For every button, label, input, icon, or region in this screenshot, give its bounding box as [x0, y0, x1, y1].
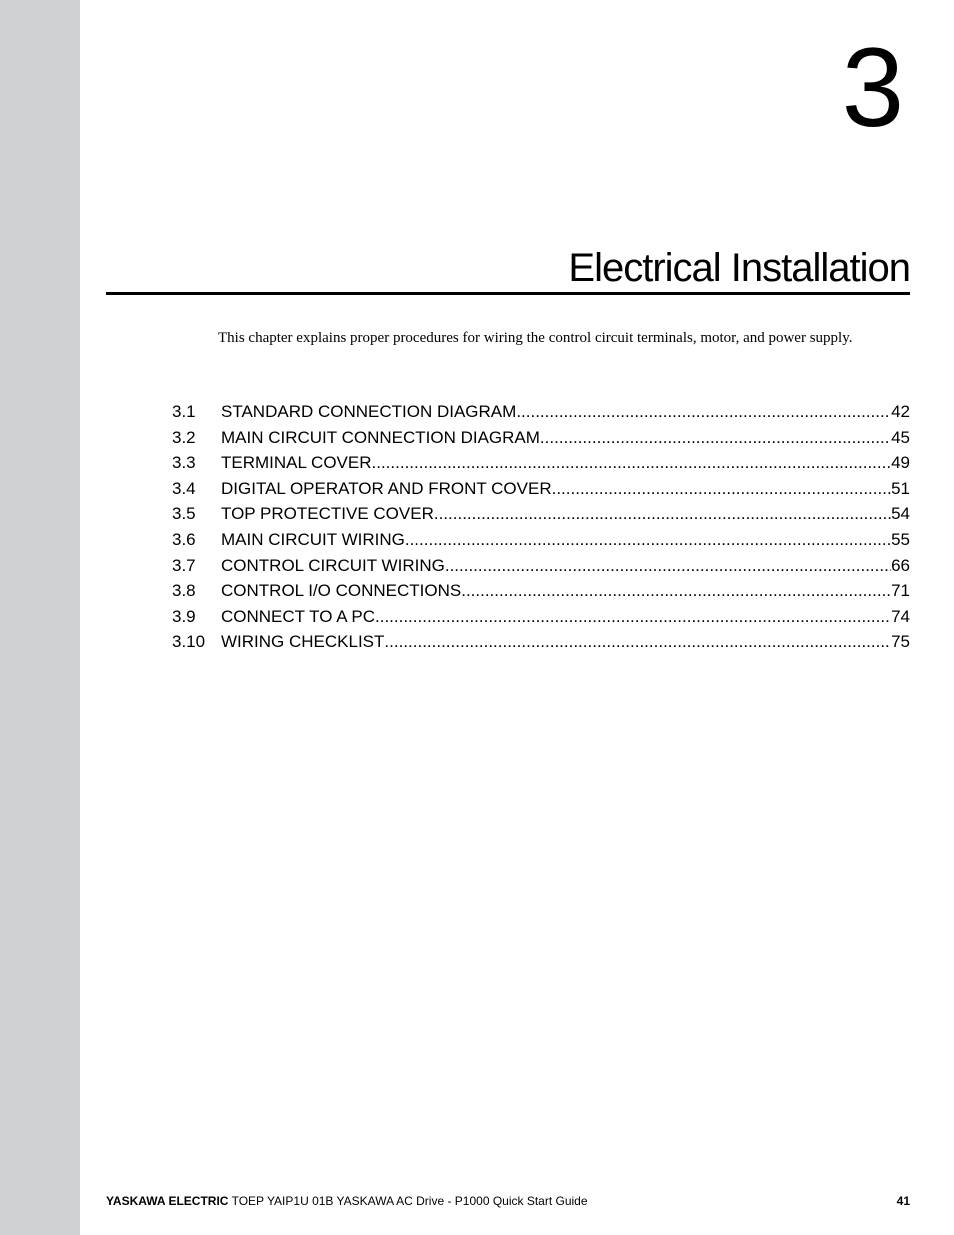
toc-leader: [384, 629, 891, 655]
chapter-intro: This chapter explains proper procedures for wiring the control circuit terminals, motor, and power supply.: [218, 330, 853, 346]
toc-page[interactable]: 51: [891, 478, 910, 498]
toc-number: 3.8: [172, 581, 196, 601]
toc-title[interactable]: TOP PROTECTIVE COVER: [221, 504, 434, 524]
toc-page[interactable]: 74: [891, 606, 910, 626]
toc-leader: [372, 450, 892, 476]
toc-title[interactable]: TERMINAL COVER: [221, 453, 372, 473]
toc-leader: [405, 527, 891, 553]
toc-number: 3.3: [172, 453, 196, 473]
toc-number: 3.6: [172, 529, 196, 549]
toc-number: 3.7: [172, 555, 196, 575]
toc-title[interactable]: STANDARD CONNECTION DIAGRAM: [221, 402, 517, 421]
toc-title[interactable]: MAIN CIRCUIT CONNECTION DIAGRAM: [221, 427, 540, 447]
toc-page[interactable]: 42: [891, 402, 910, 421]
toc-title[interactable]: CONTROL I/O CONNECTIONS: [221, 581, 462, 601]
toc-title[interactable]: CONNECT TO A PC: [221, 606, 375, 626]
toc-page[interactable]: 49: [891, 453, 910, 473]
toc-title[interactable]: WIRING CHECKLIST: [221, 632, 385, 652]
toc-entry-3-6[interactable]: [172, 527, 910, 553]
toc-page[interactable]: 75: [891, 632, 910, 652]
toc-leader: [445, 553, 891, 579]
toc-title[interactable]: DIGITAL OPERATOR AND FRONT COVER: [221, 478, 552, 498]
toc-page[interactable]: 55: [891, 529, 910, 549]
toc-title[interactable]: CONTROL CIRCUIT WIRING: [221, 555, 445, 575]
toc-entry-3-2[interactable]: [172, 425, 910, 451]
toc-page[interactable]: 45: [891, 427, 910, 447]
footer-brand: YASKAWA ELECTRIC: [106, 1194, 229, 1208]
toc-number: 3.10: [172, 632, 206, 652]
toc-entry-3-10[interactable]: [172, 629, 910, 655]
side-band: [0, 0, 80, 1235]
toc-leader: [375, 604, 891, 630]
toc-entry-3-4[interactable]: [172, 476, 910, 502]
toc-entry-3-3[interactable]: [172, 450, 910, 476]
toc-number: 3.9: [172, 606, 196, 626]
toc-entry-3-9[interactable]: [172, 604, 910, 630]
toc-entry-3-7[interactable]: [172, 553, 910, 579]
footer-page-number: 41: [896, 1194, 910, 1208]
toc-number: 3.2: [172, 427, 196, 447]
toc-entry-3-8[interactable]: [172, 578, 910, 604]
toc-leader: [540, 425, 891, 451]
footer-doc-title: TOEP YAIP1U 01B YASKAWA AC Drive - P1000 Quick Start Guide: [228, 1194, 588, 1208]
title-rule: [106, 292, 910, 295]
toc-entry-3-5[interactable]: [172, 501, 910, 527]
toc-title[interactable]: MAIN CIRCUIT WIRING: [221, 529, 405, 549]
page-footer: [106, 1193, 910, 1209]
toc-leader: [552, 476, 891, 502]
toc-entry-3-1[interactable]: [172, 399, 910, 425]
toc-leader: [516, 399, 891, 425]
toc-number: 3.1: [172, 402, 196, 421]
toc-page[interactable]: 71: [891, 581, 910, 601]
table-of-contents: [172, 399, 910, 655]
toc-page[interactable]: 54: [891, 504, 910, 524]
toc-leader: [461, 578, 891, 604]
toc-page[interactable]: 66: [891, 555, 910, 575]
toc-number: 3.4: [172, 478, 196, 498]
chapter-title: Electrical Installation: [568, 246, 910, 290]
chapter-number: 3: [841, 25, 902, 150]
toc-number: 3.5: [172, 504, 196, 524]
toc-leader: [434, 501, 891, 527]
